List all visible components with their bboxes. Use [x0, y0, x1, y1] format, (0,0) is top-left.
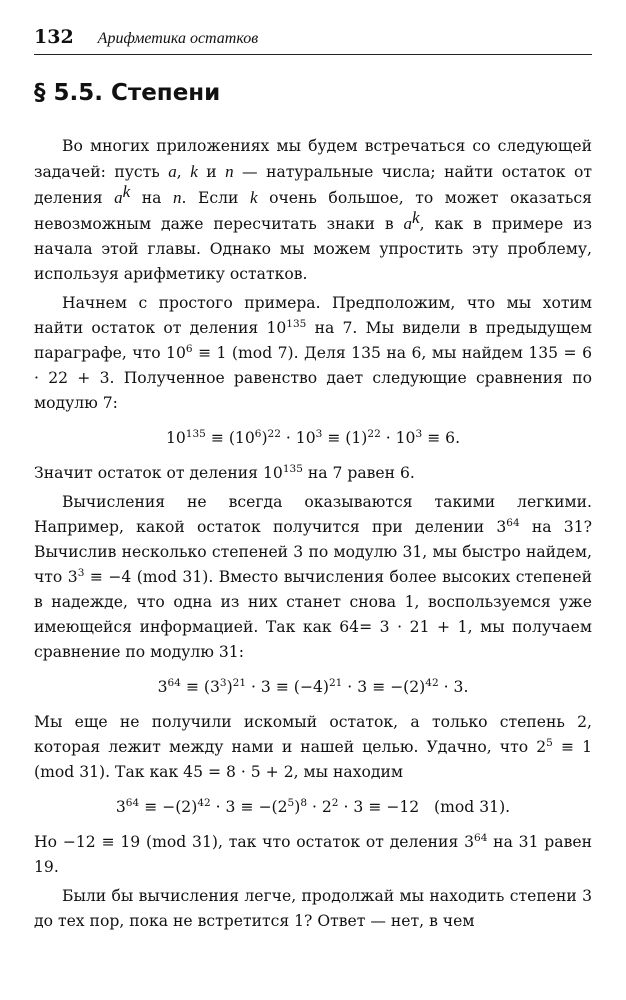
paragraph-5: Мы еще не получили искомый остаток, а только степень 2, которая лежит между нами и нашей целью. Удачно, что $2^5 \equiv 1$ (mod 31). Так как 45 = 8 · 5 + 2, мы находим [34, 713, 592, 781]
paragraph-2: Начнем с простого примера. Предположим, что мы хотим найти остаток от деления $10^{135}$ на 7. Мы видели в предыдущем параграфе, что $10^6 \equiv 1$ (mod 7). Деля 135 на 6, мы найдем 135 = 6 · 22 + 3. Полученное равенство дает следующие сравнения по модулю 7: [34, 294, 593, 412]
equation-3: $3^{64} \equiv -(2)^{42} \cdot 3 \equiv -(2^5)^8 \cdot 2^2 \cdot 3 \equiv -12$ (mod 31). [115, 796, 511, 816]
paragraph-6: Но −12 ≡ 19 (mod 31), так что остаток от деления $3^{64}$ на 31 равен 19. [34, 831, 592, 876]
paragraph-7: Были бы вычисления легче, продолжай мы находить степени 3 до тех пор, пока не встретится 1? Ответ — нет, в чем [34, 887, 592, 930]
paragraph-4: Вычисления не всегда оказываются такими легкими. Например, какой остаток получится при делении $3^{64}$ на 31? Вычислив несколько степеней 3 по модулю 31, мы быстро найдем, что $3^3 \equiv -4$ (mod 31). Вместо вычисления более высоких степеней в надежде, что одна из них станет снова 1, воспользуемся уже имеющейся информацией. Так как 64= 3 · 21 + 1, мы получаем сравнение по модулю 31: [34, 493, 592, 661]
body-text [34, 134, 592, 934]
running-header [34, 26, 592, 55]
equation-2: $3^{64} \equiv (3^3)^{21} \cdot 3 \equiv (-4)^{21} \cdot 3 \equiv -(2)^{42} \cdot 3$. [157, 676, 469, 696]
section-title: § 5.5. Степени [34, 80, 221, 106]
paragraph-3: Значит остаток от деления $10^{135}$ на 7 равен 6. [34, 462, 415, 482]
paragraph-1: Во многих приложениях мы будем встречаться со следующей задачей: пусть a, k и n — натуральные числа; найти остаток от деления $a^k$ на n. Если k очень большое, то может оказаться невозможным даже пересчитать знаки в $a^k$, как в примере из начала этой главы. Однако мы можем упростить эту проблему, используя арифметику остатков. [34, 137, 593, 283]
page-number: 132 [34, 26, 74, 48]
equation-1: $10^{135} \equiv (10^6)^{22} \cdot 10^3 \equiv (1)^{22} \cdot 10^3 \equiv 6$. [165, 427, 461, 447]
running-title: Арифметика остатков [97, 30, 259, 47]
